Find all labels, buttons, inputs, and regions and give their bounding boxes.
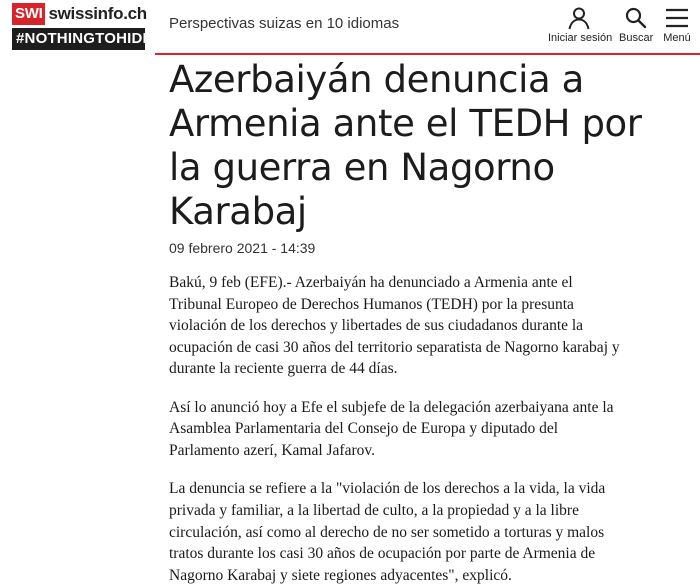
article-paragraph: Así lo anunció hoy a Efe el subjefe de la delegación azerbaiyana ante la Asamblea Parlamentaria del Consejo de Europa y diputado del Parlamento azerí, Kamal Jafarov. xyxy=(169,398,614,459)
article-paragraph: La denuncia se refiere a la "violación de los derechos a la vida, la vida privada y familiar, a la libertad de culto, a la propiedad y a la libre circulación, así como al derecho de no ser sometido a torturas y malos tratos durante los casi 30 años de ocupación por parte de Armenia de Nagorno Karabaj y siete regiones adyacentes", explicó. xyxy=(169,480,606,584)
swissinfo-logo[interactable] xyxy=(12,1,153,51)
logo-campaign-banner: #NOTHINGTOHIDE xyxy=(12,28,145,50)
logo-top-row xyxy=(12,1,149,26)
menu-button[interactable] xyxy=(661,6,693,44)
search-icon xyxy=(624,6,648,30)
logo-swi-badge: SWI xyxy=(12,3,45,25)
article-body xyxy=(169,272,629,585)
article-title: Azerbaiyán denuncia a Armenia ante el TEDH por la guerra en Nagorno Karabaj xyxy=(169,58,642,233)
article-paragraph: Bakú, 9 feb (EFE).- Azerbaiyán ha denunciado a Armenia ante el Tribunal Europeo de Derechos Humanos (TEDH) por la presunta violación de los derechos y libertades de sus ciudadanos durante la ocupación de casi 30 años del territorio separatista de Nagorno karabaj y durante la reciente guerra de 44 días. xyxy=(169,274,620,378)
article-date: 09 febrero 2021 - 14:39 xyxy=(169,240,316,256)
menu-label: Menú xyxy=(663,32,691,44)
site-header xyxy=(0,0,700,54)
user-icon xyxy=(567,6,591,30)
site-tagline: Perspectivas suizas en 10 idiomas xyxy=(169,15,400,32)
hamburger-menu-icon xyxy=(664,6,690,30)
header-accent-line xyxy=(155,53,700,55)
logo-site-name: swissinfo.ch xyxy=(48,3,147,23)
search-button[interactable] xyxy=(619,6,653,44)
login-button[interactable] xyxy=(548,6,613,44)
login-label: Iniciar sesión xyxy=(548,32,613,44)
search-label: Buscar xyxy=(619,32,654,44)
